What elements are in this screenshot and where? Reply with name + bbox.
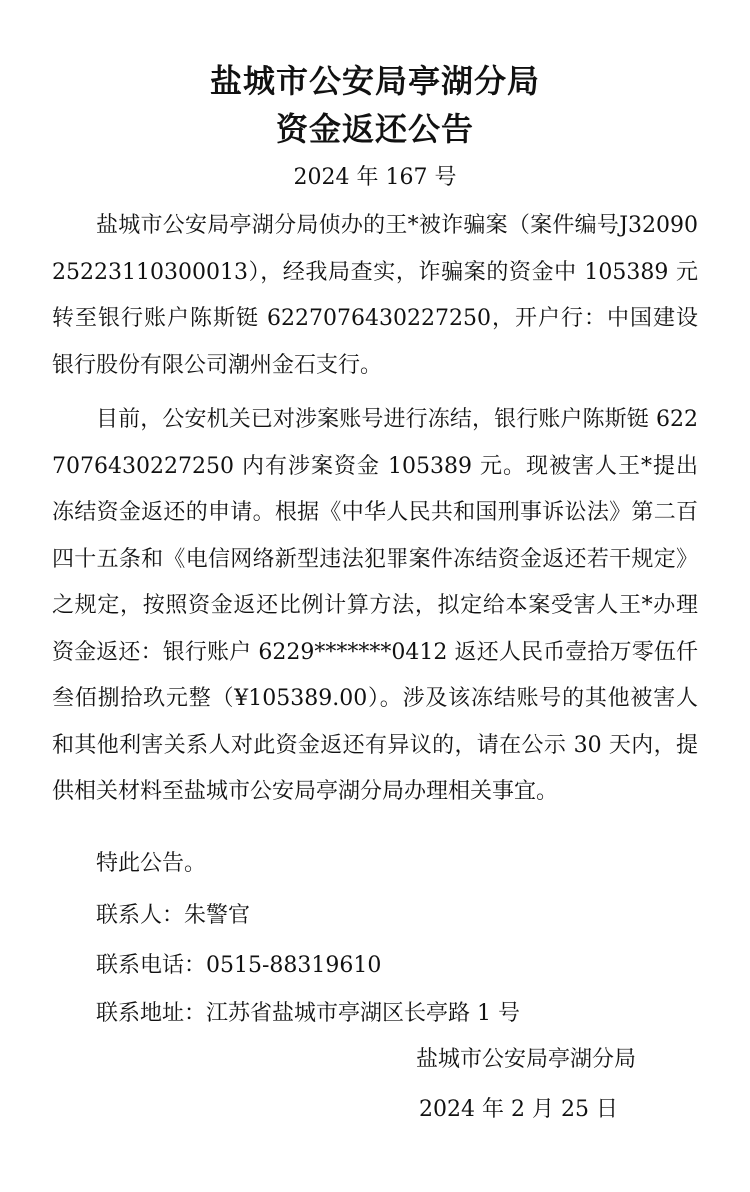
document-title-issuer: 盐城市公安局亭湖分局 [209, 62, 540, 100]
document-title: 资金返还公告 [275, 110, 474, 148]
issuer-signature: 盐城市公安局亭湖分局 [415, 1047, 636, 1072]
contact-address: 联系地址：江苏省盐城市亭湖区长亭路 1 号 [96, 1001, 520, 1026]
document-number: 2024 年 167 号 [293, 165, 457, 190]
closing-text: 特此公告。 [96, 851, 207, 876]
contact-person: 联系人：朱警官 [96, 903, 251, 928]
case-paragraph: 盐城市公安局亭湖分局侦办的王*被诈骗案（案件编号J3209025223110300013），经我局查实，诈骗案的资金中 105389 元转至银行账户陈斯铤 6227076430227250，开户行：中国建设银行股份有限公司潮州金石支行。 [52, 213, 698, 378]
refund-paragraph: 目前，公安机关已对涉案账号进行冻结，银行账户陈斯铤 6227076430227250 内有涉案资金 105389 元。现被害人王*提出冻结资金返还的申请。根据《中华人民共和国刑事诉讼法》第二百四十五条和《电信网络新型违法犯罪案件冻结资金返还若干规定》之规定，按照资金返还比例计算方法，拟定给本案受害人王*办理资金返还：银行账户 6229*******0412 返还人民币壹拾万零伍仟叁佰捌拾玖元整（¥105389.00）。涉及该冻结账号的其他被害人和其他利害关系人对此资金返还有异议的，请在公示 30 天内，提供相关材料至盐城市公安局亭湖分局办理相关事宜。 [52, 407, 698, 804]
contact-phone: 联系电话：0515-88319610 [96, 953, 382, 978]
issue-date: 2024 年 2 月 25 日 [419, 1097, 618, 1122]
